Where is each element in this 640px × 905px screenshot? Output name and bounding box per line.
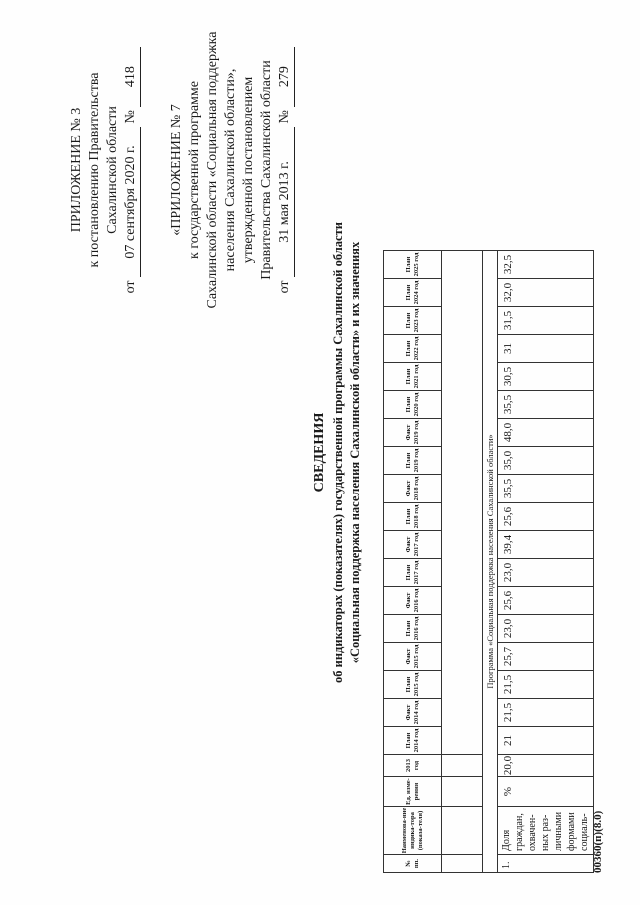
table-header: Факт 2015 год [384,643,442,671]
table-cell [442,855,483,873]
row-value: 35,0 [498,447,594,475]
appendix-date: 07 сентября 2020 г. [122,127,141,277]
row-value: 25,6 [498,503,594,531]
prev-appendix-line: утвержденной постановлением [241,76,256,264]
prev-appendix-number-label: № [277,110,292,124]
program-row [483,251,498,873]
table-cell [442,755,483,777]
appendix-number: 418 [122,47,141,107]
prev-appendix-block [168,25,295,315]
table-header: План 2019 год [384,447,442,475]
table-header: План 2023 год [384,307,442,335]
program-row-label: Программа «Социальная поддержка населения Сахалинской области» [483,251,498,873]
appendix-date-line [122,25,141,315]
table-header-row [384,251,442,873]
appendix-title: ПРИЛОЖЕНИЕ № 3 [69,107,84,233]
table-header: 2013 год [384,755,442,777]
row-value: 23,0 [498,559,594,587]
prev-appendix-title: «ПРИЛОЖЕНИЕ № 7 [169,104,184,236]
program-row-spacer [442,251,483,755]
row-value: 39,4 [498,531,594,559]
prev-appendix-date: 31 мая 2013 г. [276,127,295,277]
row-number: 1. [498,855,594,873]
table-header: План 2014 год [384,727,442,755]
table-header: Факт 2016 год [384,587,442,615]
appendix-line2: Сахалинской области [105,106,120,234]
row-unit: % [498,777,594,807]
table-header: План 2018 год [384,503,442,531]
table-row [498,251,594,873]
table-header: Факт 2018 год [384,475,442,503]
document-subtitle-line1: об индикаторах (показателях) государственной программы Сахалинской области [331,222,345,683]
footer-stamp: 00360(п)(8.0) [592,810,604,873]
row-value: 25,6 [498,587,594,615]
table-cell [442,777,483,807]
row-value: 21,5 [498,699,594,727]
row-value: 48,0 [498,419,594,447]
document-subtitle-line2: «Социальная поддержка населения Сахалинской области» и их значениях [348,241,362,664]
prev-appendix-line: Правительства Сахалинской области [259,60,274,280]
appendix-date-prefix: от [123,280,138,294]
table-header: Факт 2014 год [384,699,442,727]
row-value: 21,5 [498,671,594,699]
row-value: 32,5 [498,251,594,279]
table-blank-row [442,251,483,873]
table-header: План 2021 год [384,363,442,391]
prev-appendix-line: Сахалинской области «Социальная поддержка [205,31,220,309]
row-value: 31 [498,335,594,363]
row-value: 30,5 [498,363,594,391]
indicators-table [383,250,594,873]
row-value: 21 [498,727,594,755]
table-header: План 2025 год [384,251,442,279]
table-header: План 2024 год [384,279,442,307]
table-header: План 2020 год [384,391,442,419]
row-value: 35,5 [498,391,594,419]
table-header: Факт 2019 год [384,419,442,447]
table-header: № пп. [384,855,442,873]
table-header: План 2017 год [384,559,442,587]
table-header: План 2015 год [384,671,442,699]
appendix-number-label: № [123,110,138,124]
prev-appendix-line: населения Сахалинской области», [223,68,238,272]
table-header: План 2016 год [384,615,442,643]
document-title: СВЕДЕНИЯ [312,412,327,493]
row-value: 31,5 [498,307,594,335]
row-indicator-name: Доля граждан, охвачен-ных раз-личными формами социаль- [498,807,594,855]
row-value: 32,0 [498,279,594,307]
row-value: 35,5 [498,475,594,503]
appendix-line1: к постановлению Правительства [87,72,102,268]
table-cell [442,807,483,855]
row-value: 23,0 [498,615,594,643]
prev-appendix-date-line [276,25,295,315]
prev-appendix-date-prefix: от [277,280,292,294]
row-value: 20,0 [498,755,594,777]
table-header: Факт 2017 год [384,531,442,559]
appendix-block [68,25,141,315]
table-header: Наименова-ние индика-тора (показа-теля) [384,807,442,855]
row-value: 25,7 [498,643,594,671]
prev-appendix-number: 279 [276,47,295,107]
table-header: Ед. изме-рения [384,777,442,807]
table-header: План 2022 год [384,335,442,363]
prev-appendix-line: к государственной программе [187,81,202,259]
